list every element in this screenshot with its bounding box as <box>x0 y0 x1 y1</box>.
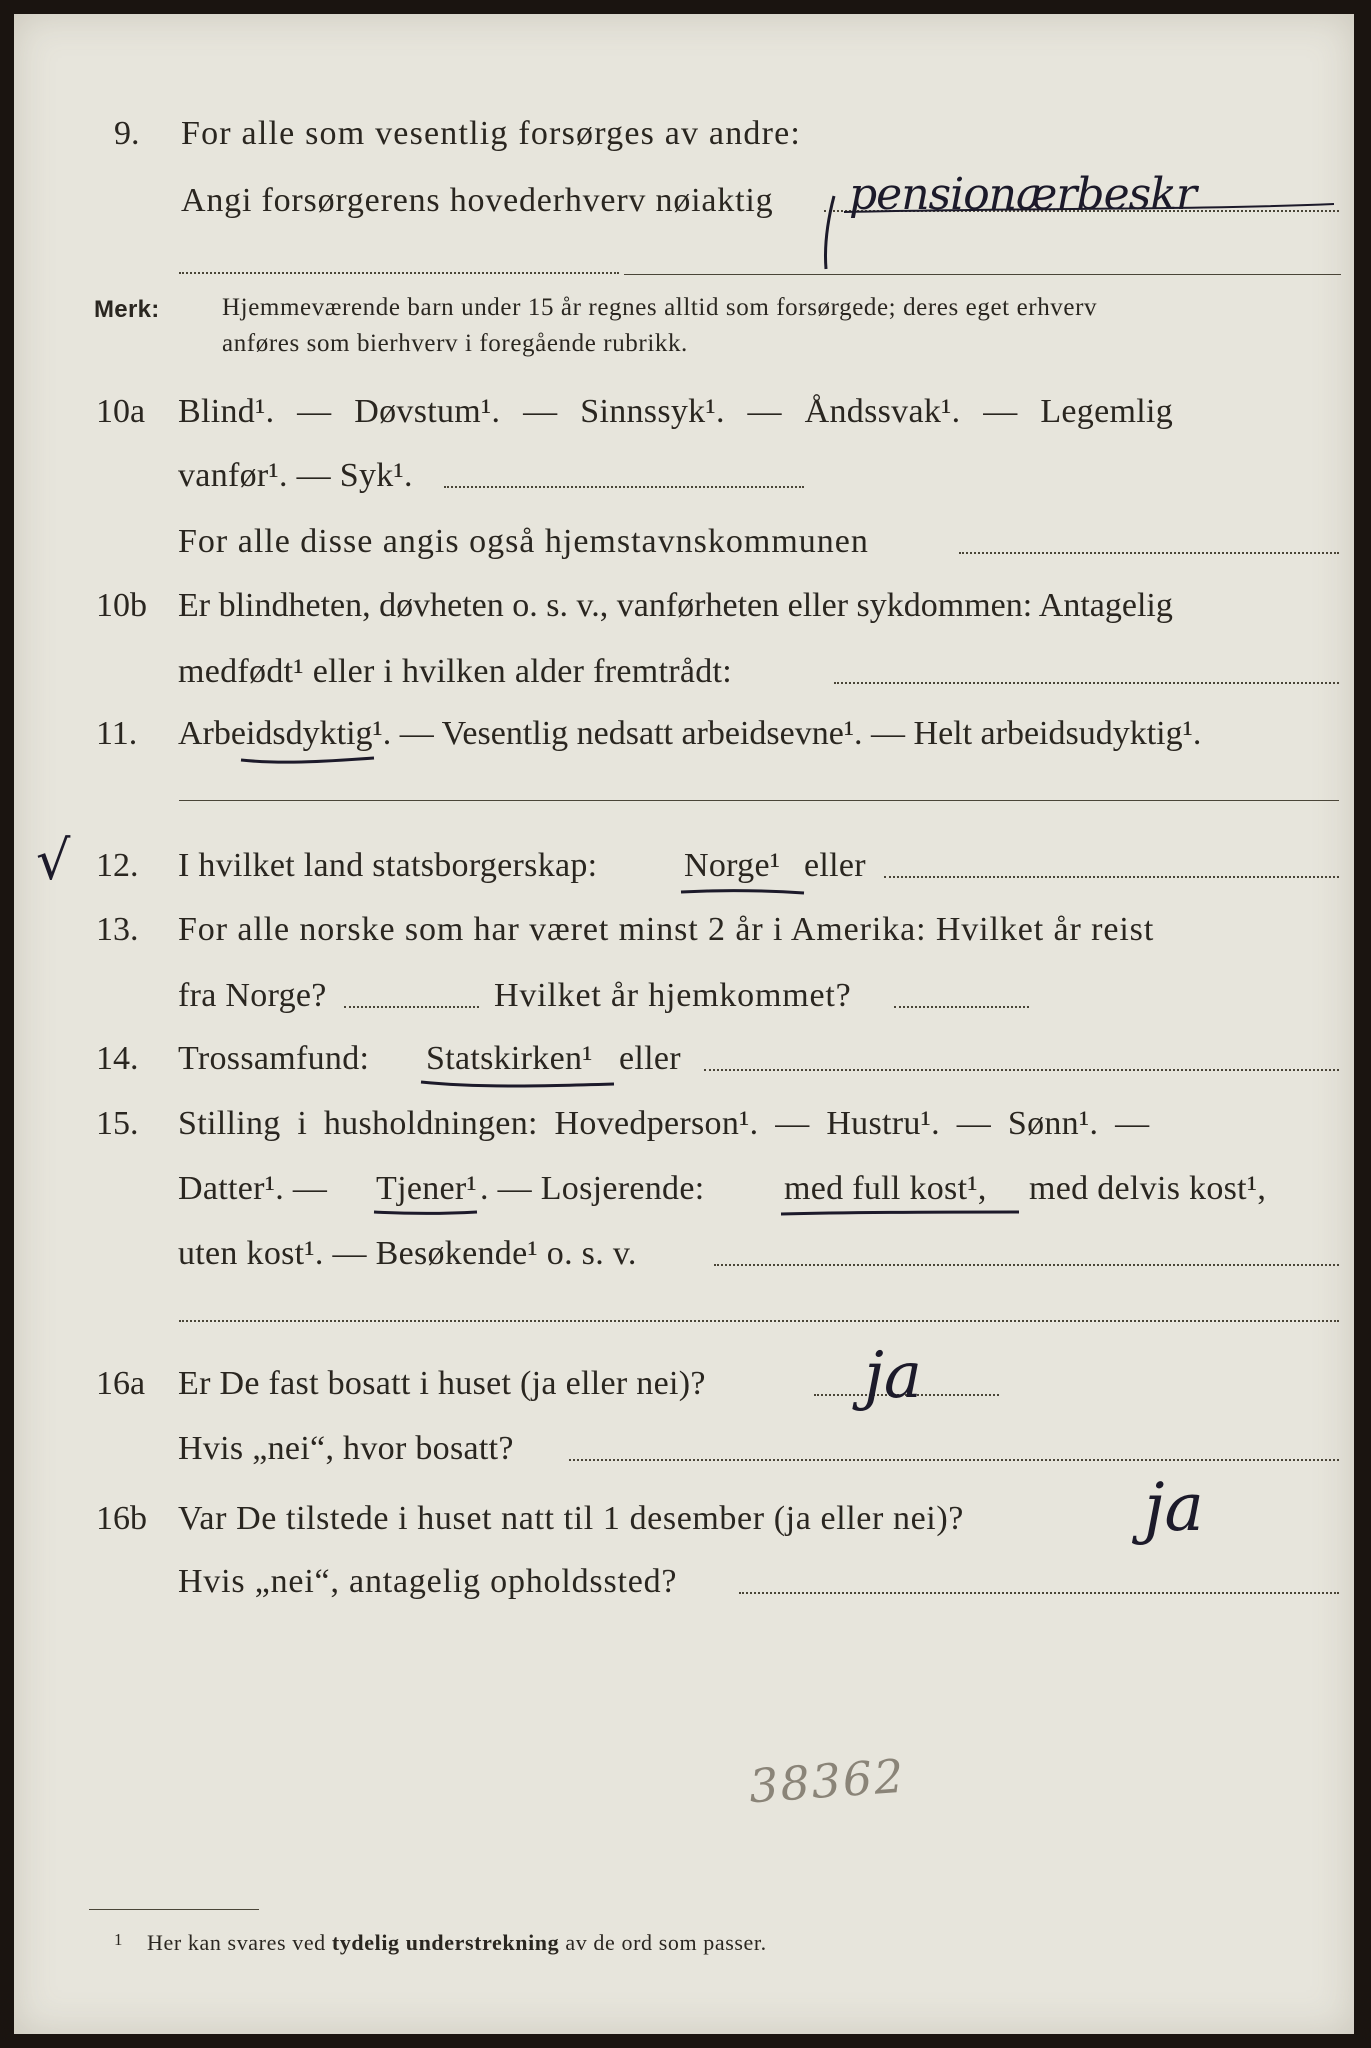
q10a-line1: Blind¹. — Døvstum¹. — Sinnssyk¹. — Åndssvak¹. — Legemlig <box>178 393 1174 430</box>
census-form-page <box>14 14 1354 2034</box>
q10a-line2: vanfør¹. — Syk¹. <box>178 457 413 494</box>
q16b-handwritten-answer: ja <box>1144 1469 1204 1546</box>
q14-suffix: eller <box>619 1040 681 1077</box>
q15-number: 15. <box>96 1105 139 1142</box>
footnote-mark: 1 <box>114 1930 124 1949</box>
q14-underlined-statskirken: Statskirken¹ <box>426 1040 593 1077</box>
q15-extra-line <box>179 1320 1339 1322</box>
q9-extra-line-left <box>179 272 619 274</box>
q11-number: 11. <box>96 715 138 752</box>
q10b-line1: Er blindheten, døvheten o. s. v., vanførheten eller sykdommen: Antagelig <box>178 587 1173 624</box>
q9-extra-line-right <box>624 274 1341 275</box>
q9-handwriting-stroke <box>814 174 1354 274</box>
q15-line1: Stilling i husholdningen: Hovedperson¹. — Hustru¹. — Sønn¹. — <box>178 1105 1150 1142</box>
q15-line2a: Datter¹. — <box>178 1170 328 1207</box>
merk-line1: Hjemmeværende barn under 15 år regnes alltid som forsørgede; deres eget erhverv <box>222 294 1098 321</box>
q15-answer-line <box>714 1264 1339 1266</box>
q13-line2b: Hvilket år hjemkommet? <box>494 977 852 1014</box>
footnote-text-b: av de ord som passer. <box>565 1930 767 1955</box>
q16b-line1: Var De tilstede i huset natt til 1 desember (ja eller nei)? <box>178 1500 964 1537</box>
q16a-line2: Hvis „nei“, hvor bosatt? <box>178 1430 514 1467</box>
q16a-line1: Er De fast bosatt i huset (ja eller nei)? <box>178 1365 706 1402</box>
q10a-kommune-line <box>959 552 1339 554</box>
q11-line1: Arbeidsdyktig¹. — Vesentlig nedsatt arbeidsevne¹. — Helt arbeidsudyktig¹. <box>178 715 1202 752</box>
footnote-text-bold: tydelig understrekning <box>331 1930 560 1955</box>
q13-number: 13. <box>96 911 139 948</box>
q15-underlined-tjener: Tjener¹ <box>376 1170 478 1207</box>
q16a-number: 16a <box>96 1365 146 1402</box>
q9-line2: Angi forsørgerens hovederhverv nøiaktig <box>181 182 774 219</box>
q10a-line3: For alle disse angis også hjemstavnskommunen <box>178 523 869 560</box>
q15-line2c: . — Losjerende: <box>480 1170 705 1207</box>
q13-reist-line <box>344 1006 479 1008</box>
q10b-number: 10b <box>96 587 147 624</box>
q16a-handwritten-answer: ja <box>864 1339 922 1413</box>
q15-full-kost-underline <box>779 1206 1029 1226</box>
q14-underline-mark <box>419 1076 619 1096</box>
q15-line2e: med delvis kost¹, <box>1029 1170 1267 1207</box>
q15-line3: uten kost¹. — Besøkende¹ o. s. v. <box>178 1235 637 1272</box>
q10a-syk-line <box>444 486 804 488</box>
merk-label: Merk: <box>94 296 160 323</box>
q9-handwritten-answer: pensionærbeskr <box>849 169 1196 220</box>
q10a-number: 10a <box>96 393 146 430</box>
q14-prefix: Trossamfund: <box>178 1040 370 1077</box>
footnote-text <box>147 1929 767 1957</box>
q16b-opholdssted-line <box>739 1592 1339 1594</box>
q12-prefix: I hvilket land statsborgerskap: <box>178 847 598 884</box>
q12-check-mark: √ <box>36 829 71 892</box>
q16b-number: 16b <box>96 1500 147 1537</box>
q16b-line2: Hvis „nei“, antagelig opholdssted? <box>178 1563 678 1600</box>
q12-answer-line <box>884 876 1339 878</box>
q16a-bosatt-line <box>569 1459 1339 1461</box>
q13-line1: For alle norske som har været minst 2 år i Amerika: Hvilket år reist <box>178 911 1155 948</box>
q12-number: 12. <box>96 847 139 884</box>
q12-underline-mark <box>679 884 809 904</box>
pencil-archive-number: 38362 <box>747 1748 908 1814</box>
merk-line2: anføres som bierhverv i foregående rubrikk. <box>222 330 688 357</box>
q11-underline-mark <box>239 752 379 772</box>
footnote-text-a: Her kan svares ved <box>147 1930 326 1955</box>
q13-line2a: fra Norge? <box>178 977 327 1014</box>
q12-underlined-norge: Norge¹ <box>684 847 781 884</box>
q10b-answer-line <box>834 682 1339 684</box>
q10b-line2: medfødt¹ eller i hvilken alder fremtrådt: <box>178 653 733 690</box>
q14-number: 14. <box>96 1040 139 1077</box>
q9-number: 9. <box>114 115 140 152</box>
q14-answer-line <box>704 1069 1339 1071</box>
q13-hjemkommet-line <box>894 1006 1029 1008</box>
q12-suffix: eller <box>804 847 866 884</box>
q15-underlined-full-kost: med full kost¹, <box>784 1170 987 1207</box>
q9-line1: For alle som vesentlig forsørges av andre: <box>181 115 802 152</box>
footnote-rule <box>89 1909 259 1910</box>
q11-separator-line <box>179 800 1339 801</box>
q15-tjener-underline <box>372 1206 482 1226</box>
